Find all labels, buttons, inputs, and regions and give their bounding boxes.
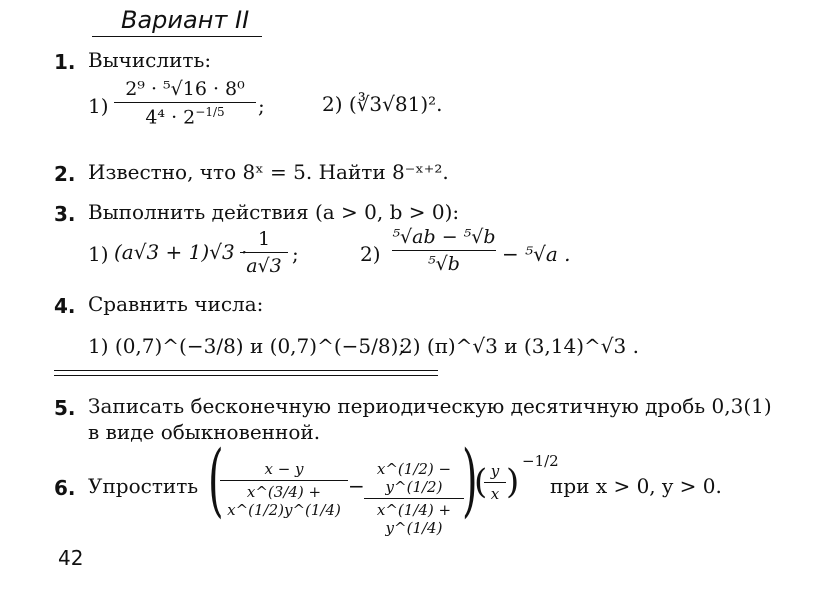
problem-1-item2: 2) (∛3√81)². — [322, 92, 443, 116]
fraction-bar — [220, 480, 348, 481]
small-left-paren: ( — [474, 462, 488, 502]
right-big-paren: ) — [462, 433, 478, 526]
problem-5-line2: в виде обыкновенной. — [88, 420, 321, 444]
problem-3-item1-expr: (a√3 + 1)√3 · — [114, 240, 248, 264]
fraction-bar — [240, 252, 288, 253]
fraction-bar — [364, 498, 464, 499]
problem-6-tail: при x > 0, y > 0. — [550, 474, 722, 498]
fraction-denominator: x^(3/4) + x^(1/2)y^(1/4) — [227, 483, 341, 519]
problem-6-text: Упростить — [88, 474, 199, 498]
problem-1-item1-fraction — [114, 78, 256, 128]
fraction-numerator: y — [490, 462, 500, 480]
separator-top-rule — [54, 370, 438, 371]
fraction-denominator: x^(1/4) + y^(1/4) — [376, 501, 452, 537]
problem-3-text: Выполнить действия (a > 0, b > 0): — [88, 200, 460, 224]
problem-6-fraction-2 — [364, 460, 464, 537]
problem-5-line1: Записать бесконечную периодическую десятичную дробь 0,3(1) — [88, 394, 772, 418]
fraction-numerator: 2⁹ · ⁵√16 · 8⁰ — [125, 78, 245, 100]
problem-5-number: 5. — [54, 396, 76, 420]
fraction-denominator: a√3 — [246, 255, 282, 277]
page-number: 42 — [58, 546, 84, 570]
problem-3-number: 3. — [54, 202, 76, 226]
fraction-bar — [114, 102, 256, 103]
problem-4-text: Сравнить числа: — [88, 292, 264, 316]
problem-6-fraction-3 — [484, 462, 506, 503]
fraction-numerator: 1 — [257, 228, 271, 250]
problem-3-item1-fraction — [240, 228, 288, 277]
problem-1-text: Вычислить: — [88, 48, 212, 72]
left-big-paren: ( — [208, 433, 224, 526]
problem-1-number: 1. — [54, 50, 76, 74]
fraction-bar — [484, 482, 506, 483]
fraction-numerator: x − y — [264, 460, 304, 478]
fraction-denominator — [114, 105, 256, 128]
problem-6-number: 6. — [54, 476, 76, 500]
problem-2-number: 2. — [54, 162, 76, 186]
problem-6-minus: − — [348, 474, 365, 498]
problem-1-item1-label: 1) — [88, 94, 109, 118]
problem-4-number: 4. — [54, 294, 76, 318]
fraction-bar — [392, 250, 496, 251]
problem-2-text: Известно, что 8ˣ = 5. Найти 8⁻ˣ⁺². — [88, 160, 449, 184]
variant-title: Вариант II — [121, 6, 250, 34]
problem-3-item2-label: 2) — [360, 242, 381, 266]
problem-3-item2-tail: − ⁵√a . — [502, 242, 571, 266]
problem-4-item1: 1) (0,7)^(−3/8) и (0,7)^(−5/8); — [88, 334, 406, 358]
fraction-numerator: ⁵√ab − ⁵√b — [392, 226, 496, 248]
separator-bottom-rule — [54, 375, 438, 376]
fraction-denominator: ⁵√b — [428, 253, 460, 275]
problem-3-item1-label: 1) — [88, 242, 109, 266]
small-right-paren: ) — [506, 462, 520, 502]
problem-3-item2-fraction — [392, 226, 496, 275]
title-underline — [92, 36, 262, 37]
problem-1-item1-semicolon: ; — [258, 94, 265, 118]
problem-4-item2: 2) (π)^√3 и (3,14)^√3 . — [400, 334, 639, 358]
denominator-exponent: −1/5 — [195, 105, 225, 119]
denominator-base: 4⁴ · 2 — [145, 106, 196, 129]
fraction-numerator: x^(1/2) − y^(1/2) — [376, 460, 452, 496]
problem-6-outer-exponent: −1/2 — [522, 452, 559, 470]
problem-6-fraction-1 — [220, 460, 348, 519]
fraction-denominator: x — [490, 485, 500, 503]
problem-3-item1-semicolon: ; — [292, 242, 299, 266]
